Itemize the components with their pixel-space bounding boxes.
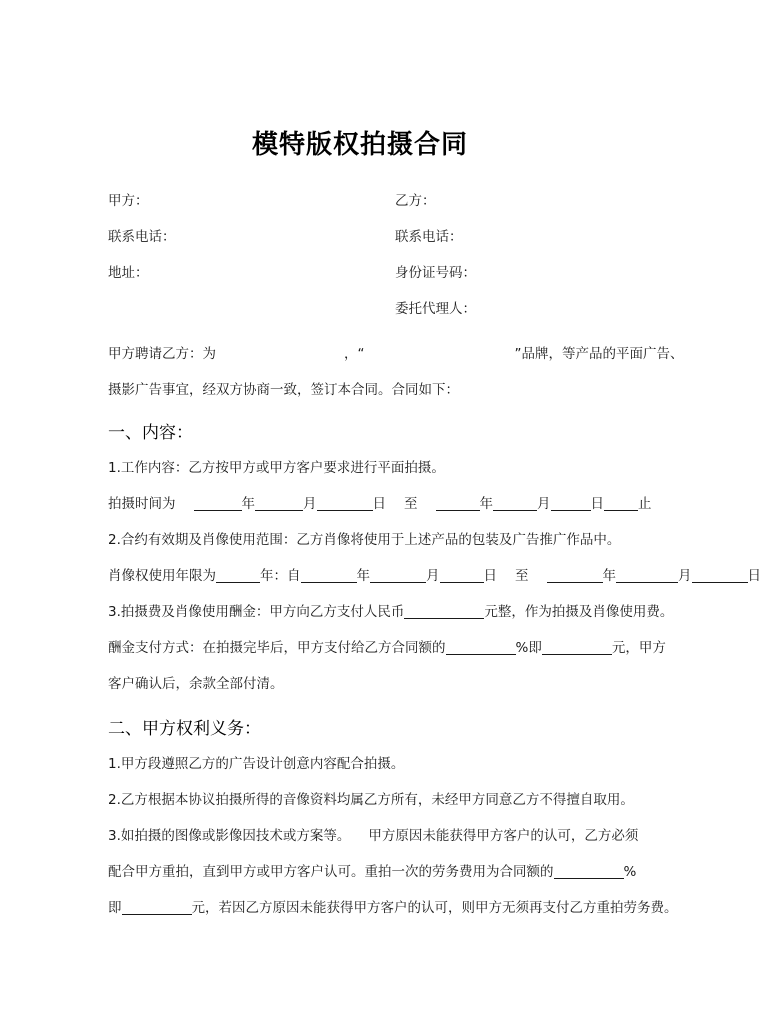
intro-line-1-middle: ，“	[344, 346, 365, 362]
portrait-end-year-blank[interactable]	[547, 582, 603, 583]
shooting-end-month-blank[interactable]	[493, 510, 537, 511]
section-2-item-2: 2.乙方根据本协议拍摄所得的音像资料均属乙方所有，未经甲方同意乙方不得擅自取用。	[108, 792, 634, 808]
shooting-end-month-unit: 月	[537, 496, 551, 512]
section-1-heading: 一、内容：	[108, 423, 193, 443]
intro-line-1	[108, 336, 684, 372]
portrait-to: 至	[515, 568, 529, 584]
section-2-item-3-line-2	[108, 854, 637, 890]
shooting-date-prefix: 拍摄时间为	[108, 496, 176, 512]
shooting-end-year-unit: 年	[479, 496, 493, 512]
portrait-years-unit: 年：自	[260, 568, 301, 584]
reshoot-amount-blank[interactable]	[122, 914, 192, 915]
party-information-block	[108, 183, 614, 323]
reshoot-clause-a: 3.如拍摄的图像或影像因技术或方案等。	[108, 828, 351, 844]
portrait-prefix: 肖像权使用年限为	[108, 568, 216, 584]
intro-line-2: 摄影广告事宜，经双方协商一致，签订本合同。合同如下：	[108, 382, 459, 398]
payment-amount-unit: 元，甲方	[611, 640, 666, 656]
portrait-start-month-blank[interactable]	[370, 582, 426, 583]
portrait-end-day-blank[interactable]	[692, 582, 748, 583]
intro-line-1-suffix: ”品牌，等产品的平面广告、	[514, 346, 684, 362]
shooting-end-day-blank[interactable]	[551, 510, 591, 511]
section-1-item-2: 2.合约有效期及肖像使用范围：乙方肖像将使用于上述产品的包装及广告推广作品中。	[108, 532, 621, 548]
party-b-name-label: 乙方：	[395, 193, 436, 209]
payment-percent-blank[interactable]	[446, 654, 516, 655]
party-b-agent-label: 委托代理人：	[395, 301, 476, 317]
portrait-years-blank[interactable]	[216, 582, 260, 583]
shooting-date-line	[108, 486, 652, 522]
intro-line-1-prefix: 甲方聘请乙方：为	[108, 346, 216, 362]
party-b-phone-label: 联系电话：	[395, 229, 463, 245]
party-b-column	[395, 183, 476, 327]
payment-amount-blank[interactable]	[542, 654, 612, 655]
shooting-end-blank[interactable]	[604, 510, 638, 511]
portrait-start-year-unit: 年	[356, 568, 370, 584]
reshoot-amount-suffix: 元，若因乙方原因未能获得甲方客户的认可，则甲方无须再支付乙方重拍劳务费。	[191, 900, 678, 916]
shooting-start-day-unit: 日	[372, 496, 386, 512]
section-2-item-1: 1.甲方段遵照乙方的广告设计创意内容配合拍摄。	[108, 756, 405, 772]
page-title: 模特版权拍摄合同	[251, 130, 468, 160]
shooting-date-to: 至	[404, 496, 418, 512]
fee-amount-blank[interactable]	[404, 618, 484, 619]
intro-paragraph	[108, 336, 684, 408]
payment-prefix: 酬金支付方式：在拍摄完毕后，甲方支付给乙方合同额的	[108, 640, 446, 656]
party-a-column	[108, 183, 176, 291]
section-content	[108, 416, 761, 702]
shooting-end-day-unit: 日	[590, 496, 604, 512]
reshoot-percent-blank[interactable]	[554, 878, 624, 879]
party-a-address-label: 地址：	[108, 265, 149, 281]
shooting-start-year-blank[interactable]	[194, 510, 242, 511]
payment-method-line-1	[108, 630, 666, 666]
portrait-end-year-unit: 年	[602, 568, 616, 584]
party-a-phone-label: 联系电话：	[108, 229, 176, 245]
portrait-end-month-blank[interactable]	[616, 582, 678, 583]
section-party-a-rights	[108, 712, 678, 926]
portrait-start-day-blank[interactable]	[440, 582, 484, 583]
reshoot-percent-unit: %	[623, 864, 637, 880]
section-1-item-3	[108, 594, 674, 630]
shooting-start-month-blank[interactable]	[255, 510, 303, 511]
shooting-start-day-blank[interactable]	[317, 510, 373, 511]
fee-suffix: 元整，作为拍摄及肖像使用费。	[484, 604, 674, 620]
section-2-item-3-line-1	[108, 818, 639, 854]
party-b-id-label: 身份证号码：	[395, 265, 476, 281]
portrait-start-year-blank[interactable]	[301, 582, 357, 583]
payment-method-line-2: 客户确认后，余款全部付清。	[108, 676, 284, 692]
reshoot-amount-prefix: 即	[108, 900, 122, 916]
shooting-end-year-blank[interactable]	[436, 510, 480, 511]
party-a-name-label: 甲方：	[108, 193, 149, 209]
reshoot-clause-c: 配合甲方重拍，直到甲方或甲方客户认可。重拍一次的劳务费用为合同额的	[108, 864, 554, 880]
section-1-item-1: 1.工作内容：乙方按甲方或甲方客户要求进行平面拍摄。	[108, 460, 445, 476]
shooting-start-year-unit: 年	[241, 496, 255, 512]
portrait-start-day-unit: 日	[483, 568, 497, 584]
shooting-start-month-unit: 月	[303, 496, 317, 512]
portrait-end-month-unit: 月	[678, 568, 692, 584]
section-2-item-3-line-3	[108, 890, 678, 926]
portrait-rights-line	[108, 558, 761, 594]
fee-prefix: 3.拍摄费及肖像使用酬金：甲方向乙方支付人民币	[108, 604, 405, 620]
portrait-end-day-unit: 日	[747, 568, 761, 584]
shooting-date-end: 止	[638, 496, 652, 512]
section-2-heading: 二、甲方权利义务：	[108, 719, 261, 739]
portrait-start-month-unit: 月	[426, 568, 440, 584]
reshoot-clause-b: 甲方原因未能获得甲方客户的认可，乙方必须	[368, 828, 639, 844]
payment-percent-unit: %即	[515, 640, 542, 656]
